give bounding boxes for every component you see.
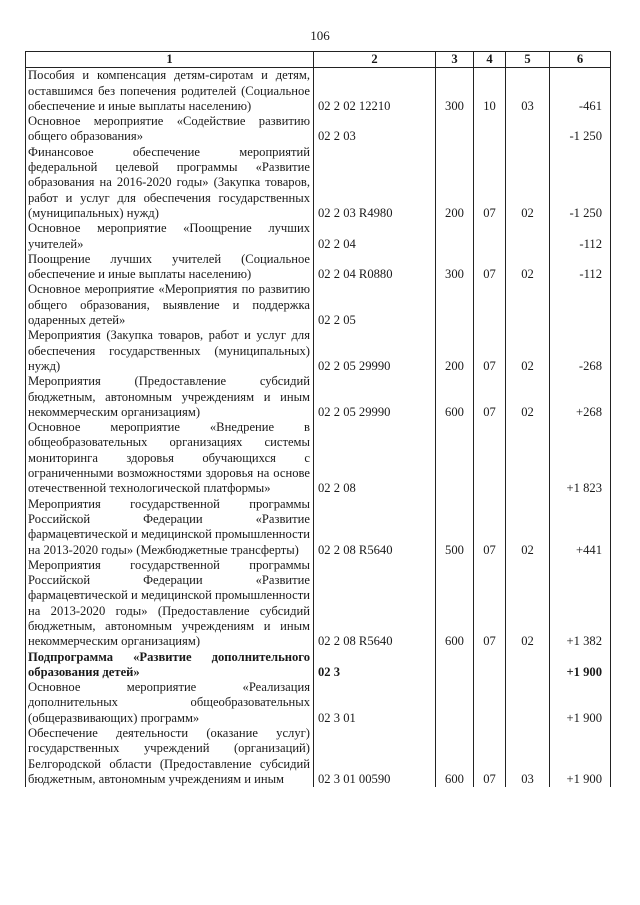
table-row [26,650,611,681]
amount: -112 [550,252,611,283]
amount: +441 [550,497,611,558]
section [474,282,506,328]
item-name: Основное мероприятие «Поощрение лучших учителей» [26,221,314,252]
subsection [506,282,550,328]
amount: +268 [550,374,611,420]
item-name: Мероприятия (Закупка товаров, работ и услуг для обеспечения государственных (муниципальных) нужд) [26,328,314,374]
section: 07 [474,374,506,420]
item-code: 02 2 05 [314,282,436,328]
item-code: 02 2 03 R4980 [314,145,436,221]
table-row [26,252,611,283]
expense-type: 600 [436,558,474,650]
section: 07 [474,558,506,650]
item-code: 02 2 08 R5640 [314,497,436,558]
expense-type [436,680,474,726]
subsection: 02 [506,145,550,221]
item-name: Основное мероприятие «Содействие развитию общего образования» [26,114,314,145]
table-row [26,374,611,420]
amount: -268 [550,328,611,374]
column-header-1: 1 [26,52,314,68]
subsection [506,114,550,145]
page-number: 106 [310,28,330,43]
table-row [26,328,611,374]
subsection: 03 [506,68,550,114]
section: 07 [474,145,506,221]
item-code: 02 3 [314,650,436,681]
subsection: 02 [506,252,550,283]
amount: +1 900 [550,680,611,726]
amount: -461 [550,68,611,114]
section: 07 [474,252,506,283]
expense-type: 300 [436,252,474,283]
subsection [506,221,550,252]
table-row [26,221,611,252]
table-row [26,497,611,558]
table-row [26,68,611,114]
item-code: 02 2 05 29990 [314,374,436,420]
amount: +1 900 [550,650,611,681]
expense-type [436,114,474,145]
section: 10 [474,68,506,114]
amount: +1 823 [550,420,611,496]
item-name: Поощрение лучших учителей (Социальное обеспечение и иные выплаты населению) [26,252,314,283]
table-row [26,145,611,221]
item-name: Мероприятия государственной программы Российской Федерации «Развитие фармацевтической и медицинской промышленности на 2013-2020 годы» (Межбюджетные трансферты) [26,497,314,558]
item-name: Обеспечение деятельности (оказание услуг) государственных учреждений (организаций) Белгородской области (Предоставление субсидий бюджетным, автономным учреждениям и иным [26,726,314,787]
expense-type [436,282,474,328]
table-row [26,420,611,496]
item-code: 02 2 04 [314,221,436,252]
budget-table [25,51,611,787]
table-row [26,726,611,787]
column-header-6: 6 [550,52,611,68]
table-body [26,68,611,787]
section [474,680,506,726]
table-row [26,114,611,145]
expense-type: 200 [436,145,474,221]
item-name: Мероприятия государственной программы Российской Федерации «Развитие фармацевтической и медицинской промышленности на 2013-2020 годы» (Предоставление субсидий бюджетным, автономным учреждениям и иным некоммерческим организациям) [26,558,314,650]
column-header-4: 4 [474,52,506,68]
item-name: Подпрограмма «Развитие дополнительного образования детей» [26,650,314,681]
item-code: 02 2 05 29990 [314,328,436,374]
item-name: Основное мероприятие «Мероприятия по развитию общего образования, выявление и поддержка одаренных детей» [26,282,314,328]
item-code: 02 3 01 [314,680,436,726]
amount: -1 250 [550,145,611,221]
subsection: 02 [506,328,550,374]
expense-type [436,420,474,496]
subsection [506,420,550,496]
table-row [26,558,611,650]
item-code: 02 2 08 [314,420,436,496]
table-row [26,282,611,328]
item-code: 02 2 03 [314,114,436,145]
subsection: 02 [506,558,550,650]
item-name: Финансовое обеспечение мероприятий федеральной целевой программы «Развитие образования на 2016-2020 годы» (Закупка товаров, работ и услуг для обеспечения государственных (муниципальных) нужд) [26,145,314,221]
expense-type [436,650,474,681]
subsection [506,650,550,681]
expense-type: 300 [436,68,474,114]
section [474,221,506,252]
section: 07 [474,328,506,374]
subsection [506,680,550,726]
section [474,650,506,681]
amount [550,282,611,328]
item-name: Основное мероприятие «Внедрение в общеобразовательных организациях системы мониторинга здоровья обучающихся с ограниченными возможностями здоровья на основе отечественной технологической платформы» [26,420,314,496]
item-name: Пособия и компенсация детям-сиротам и детям, оставшимся без попечения родителей (Социальное обеспечение и иные выплаты населению) [26,68,314,114]
header-row [26,52,611,68]
expense-type [436,221,474,252]
subsection: 02 [506,497,550,558]
section [474,114,506,145]
expense-type: 200 [436,328,474,374]
item-name: Мероприятия (Предоставление субсидий бюджетным, автономным учреждениям и иным некоммерческим организациям) [26,374,314,420]
column-header-3: 3 [436,52,474,68]
amount: -1 250 [550,114,611,145]
section: 07 [474,497,506,558]
subsection: 02 [506,374,550,420]
amount: -112 [550,221,611,252]
item-name: Основное мероприятие «Реализация дополнительных общеобразовательных (общеразвивающих) программ» [26,680,314,726]
item-code: 02 2 02 12210 [314,68,436,114]
amount: +1 382 [550,558,611,650]
expense-type: 600 [436,374,474,420]
section: 07 [474,726,506,787]
column-header-2: 2 [314,52,436,68]
expense-type: 500 [436,497,474,558]
item-code: 02 2 08 R5640 [314,558,436,650]
table-header [26,52,611,68]
section [474,420,506,496]
item-code: 02 2 04 R0880 [314,252,436,283]
amount: +1 900 [550,726,611,787]
item-code: 02 3 01 00590 [314,726,436,787]
expense-type: 600 [436,726,474,787]
column-header-5: 5 [506,52,550,68]
table-row [26,680,611,726]
subsection: 03 [506,726,550,787]
